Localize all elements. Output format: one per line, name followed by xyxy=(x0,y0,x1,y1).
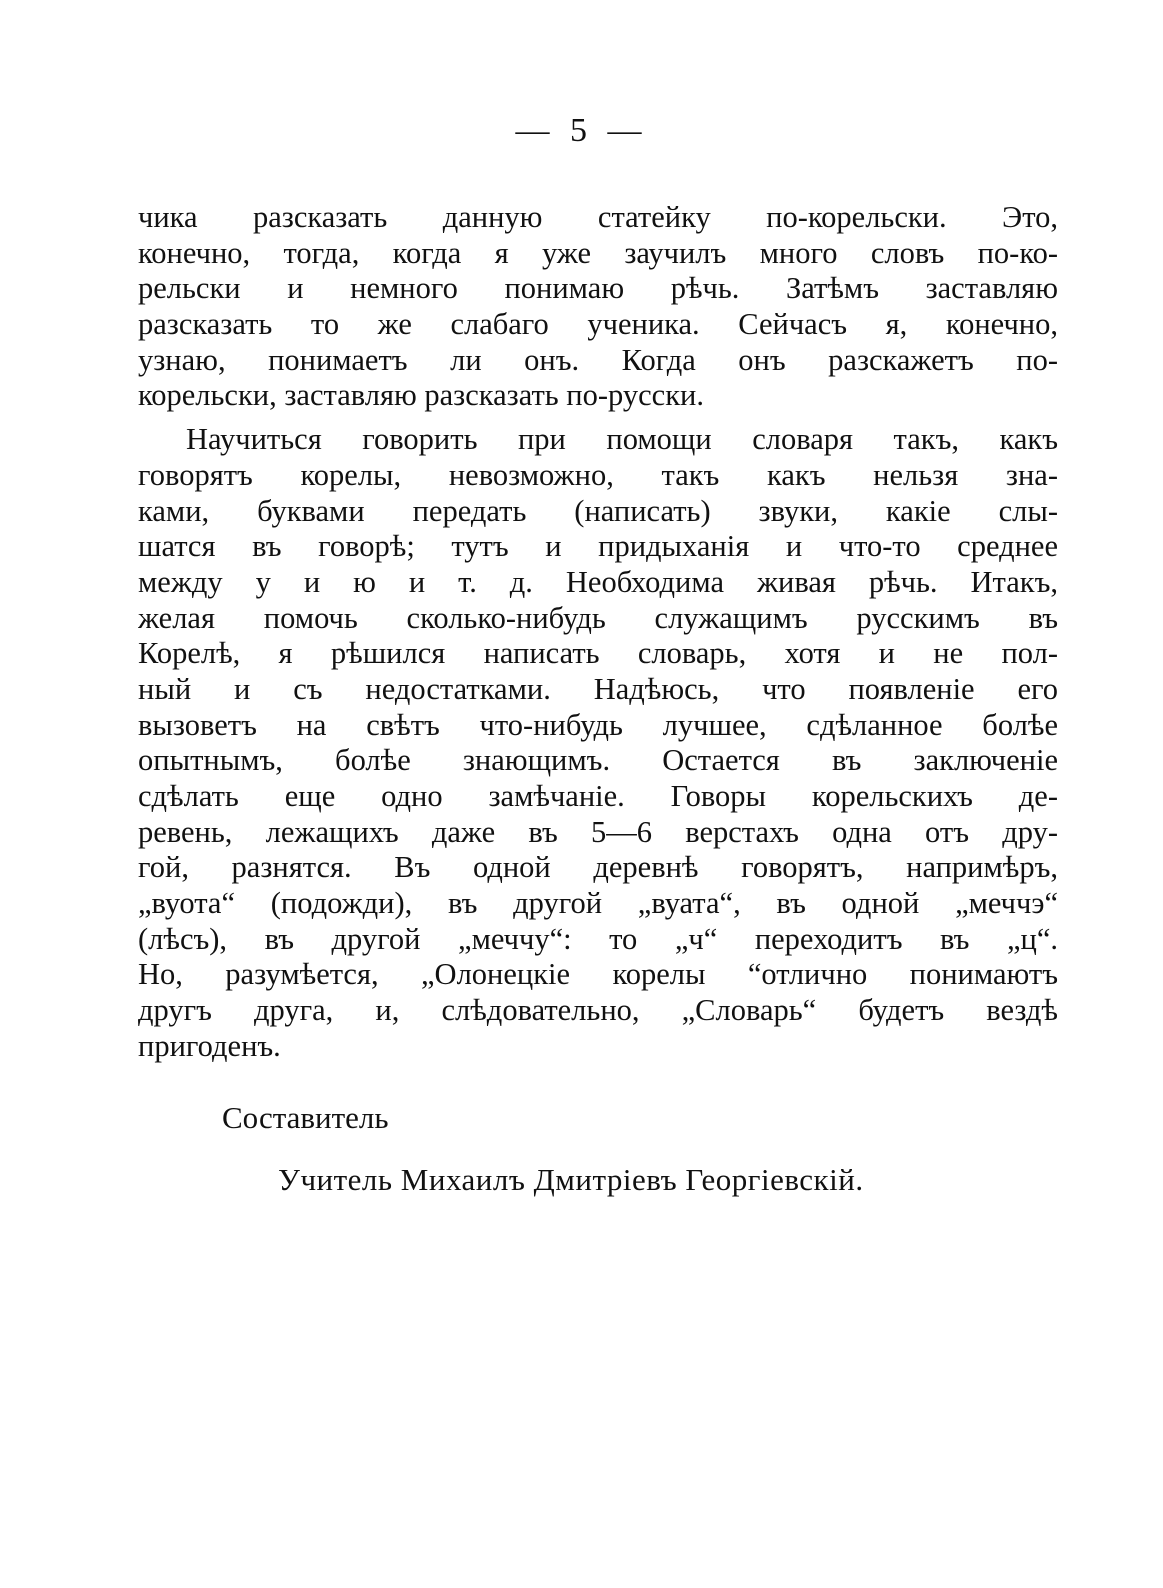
paragraph-1 xyxy=(138,200,1058,414)
text-line: шатся въ говорѣ; тутъ и придыханія и что-то среднее xyxy=(138,529,1058,564)
text-line: говорятъ корелы, невозможно, такъ какъ нельзя зна- xyxy=(138,457,1058,492)
signature-name: Учитель Михаилъ Дмитріевъ Георгіевскій. xyxy=(278,1162,864,1197)
text-line: ревень, лежащихъ даже въ 5—6 верстахъ одна отъ дру- xyxy=(138,814,1058,849)
text-line: Корелѣ, я рѣшился написать словарь, хотя и не пол- xyxy=(138,636,1058,671)
page-number: — 5 — xyxy=(515,112,648,149)
text-line: Научиться говорить при помощи словаря такъ, какъ xyxy=(186,422,1058,457)
text-line: между у и ю и т. д. Необходима живая рѣчь. Итакъ, xyxy=(138,564,1058,599)
text-line: Но, разумѣется, „Олонецкіе корелы “отлично понимаютъ xyxy=(138,957,1058,992)
text-line: разсказать то же слабаго ученика. Сейчасъ я, конечно, xyxy=(138,307,1058,342)
text-line: пригоденъ. xyxy=(138,1028,281,1063)
text-line: опытнымъ, болѣе знающимъ. Остается въ заключеніе xyxy=(138,743,1058,778)
text-line: (лѣсъ), въ другой „меччу“: то „ч“ переходитъ въ „ц“. xyxy=(138,921,1058,956)
text-line: желая помочь сколько-нибудь служащимъ русскимъ въ xyxy=(138,600,1058,635)
text-line: сдѣлать еще одно замѣчаніе. Говоры корельскихъ де- xyxy=(138,779,1058,813)
paragraph-2 xyxy=(138,422,1058,1064)
text-line: ный и съ недостатками. Надѣюсь, что появленіе его xyxy=(138,671,1058,706)
text-line: корельски, заставляю разсказать по-русски. xyxy=(138,378,704,413)
text-line: гой, разнятся. Въ одной деревнѣ говорятъ, напримѣръ, xyxy=(138,850,1058,885)
text-line: вызоветъ на свѣтъ что-нибудь лучшее, сдѣланное болѣе xyxy=(138,707,1058,742)
text-line: конечно, тогда, когда я уже заучилъ много словъ по-ко- xyxy=(138,235,1058,270)
signature-label: Составитель xyxy=(222,1100,389,1135)
text-line: узнаю, понимаетъ ли онъ. Когда онъ разскажетъ по- xyxy=(138,342,1058,377)
text-line: рельски и немного понимаю рѣчь. Затѣмъ заставляю xyxy=(138,271,1058,306)
paragraph-gap xyxy=(138,414,1058,422)
body-text xyxy=(138,200,1058,1065)
text-line: ками, буквами передать (написать) звуки, какіе слы- xyxy=(138,493,1058,528)
text-line: чика разсказать данную статейку по-корельски. Это, xyxy=(138,200,1058,234)
text-line: другъ друга, и, слѣдовательно, „Словарь“ будетъ вездѣ xyxy=(138,993,1058,1028)
text-line: „вуота“ (подожди), въ другой „вуата“, въ одной „меччэ“ xyxy=(138,886,1058,921)
